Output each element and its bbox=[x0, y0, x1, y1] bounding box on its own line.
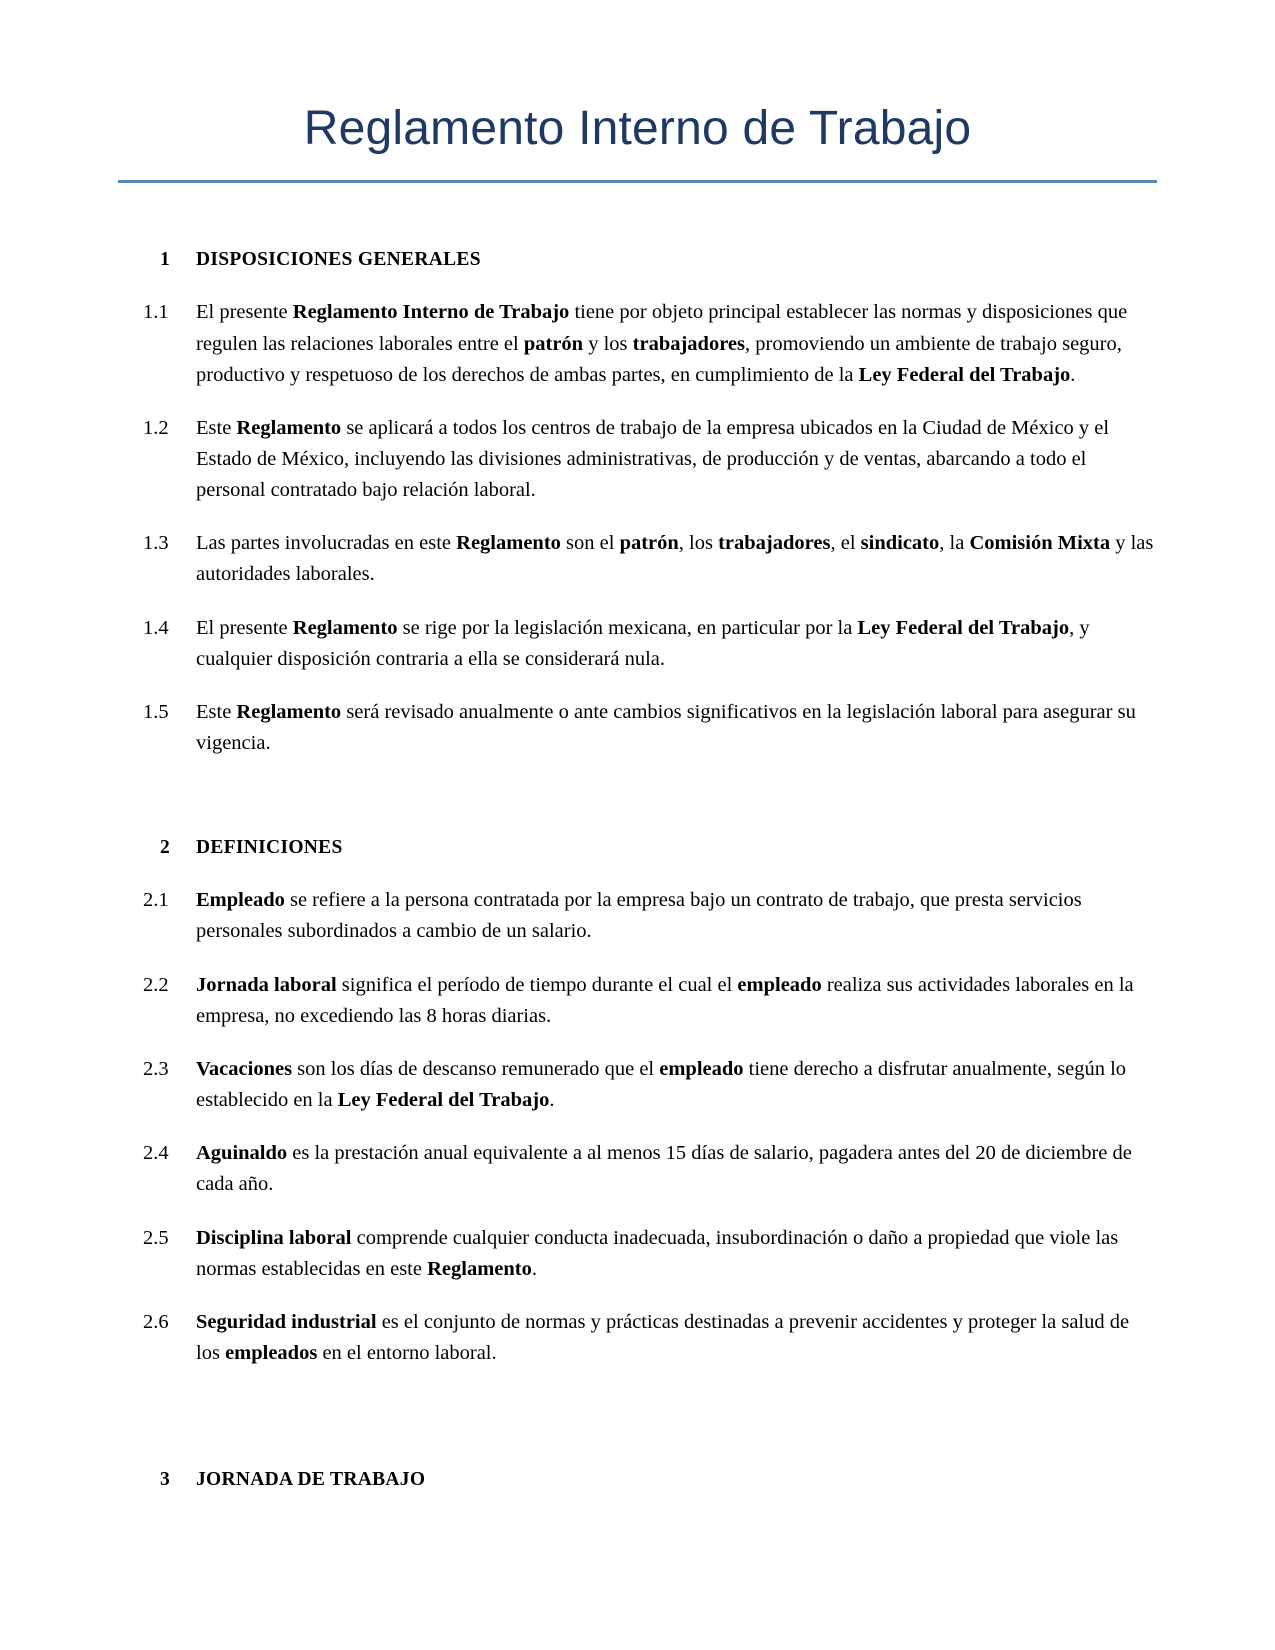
clause-number: 1.4 bbox=[143, 616, 169, 639]
text-run: , promoviendo un ambiente de trabajo seguro, productivo y respetuoso de los derechos de ambas partes, en cumplimiento de la bbox=[196, 332, 1122, 386]
clause-spacer bbox=[118, 1201, 1157, 1223]
emphasis-term: Reglamento bbox=[236, 416, 342, 439]
clause-spacer bbox=[118, 1032, 1157, 1054]
text-run: . bbox=[1070, 363, 1076, 386]
emphasis-term: Disciplina laboral bbox=[196, 1226, 352, 1249]
emphasis-term: patrón bbox=[523, 332, 584, 355]
clause-number: 1.2 bbox=[143, 416, 169, 439]
emphasis-term: Ley Federal del Trabajo bbox=[337, 1089, 550, 1112]
clause-number: 1.1 bbox=[143, 301, 169, 324]
clause-text bbox=[196, 613, 1157, 675]
emphasis-term: patrón bbox=[619, 532, 679, 555]
emphasis-term: Aguinaldo bbox=[196, 1142, 288, 1165]
section-spacer bbox=[118, 759, 1157, 837]
text-run: comprende cualquier conducta inadecuada, insubordinación o daño a propiedad que viole las normas establecidas en este bbox=[196, 1226, 1119, 1280]
section-heading bbox=[118, 837, 1157, 859]
clause-paragraph bbox=[118, 413, 1157, 506]
text-run: tiene derecho a disfrutar anualmente, según lo establecido en la bbox=[196, 1057, 1127, 1112]
text-run: , y cualquier disposición contraria a ella se considerará nula. bbox=[196, 616, 1090, 670]
text-run: Este bbox=[196, 416, 237, 439]
emphasis-term: sindicato bbox=[860, 532, 940, 555]
section-number: 1 bbox=[160, 249, 171, 271]
clause-spacer bbox=[118, 391, 1157, 413]
clause-text bbox=[196, 1138, 1157, 1200]
text-run: . bbox=[549, 1089, 555, 1112]
clause-paragraph bbox=[118, 1223, 1157, 1285]
clause-spacer bbox=[118, 506, 1157, 528]
section-heading bbox=[118, 1469, 1157, 1491]
document-body bbox=[0, 249, 1275, 1491]
emphasis-term: Seguridad industrial bbox=[196, 1310, 377, 1333]
section-heading bbox=[118, 249, 1157, 271]
emphasis-term: Empleado bbox=[196, 889, 285, 912]
emphasis-term: Reglamento bbox=[292, 616, 398, 639]
text-run: y las autoridades laborales. bbox=[196, 532, 1154, 586]
emphasis-term: Reglamento bbox=[427, 1257, 532, 1280]
clause-paragraph bbox=[118, 970, 1157, 1032]
text-run: en el entorno laboral. bbox=[317, 1341, 497, 1364]
emphasis-term: Reglamento Interno de Trabajo bbox=[292, 301, 570, 324]
text-run: tiene por objeto principal establecer las normas y disposiciones que regulen las relaciones laborales entre el bbox=[196, 301, 1128, 355]
title-block bbox=[0, 0, 1275, 183]
page-title: Reglamento Interno de Trabajo bbox=[303, 102, 972, 155]
section-label: DEFINICIONES bbox=[196, 837, 343, 859]
clause-text bbox=[196, 697, 1157, 759]
clause-spacer bbox=[118, 1285, 1157, 1307]
emphasis-term: Vacaciones bbox=[196, 1057, 293, 1080]
emphasis-term: Jornada laboral bbox=[196, 973, 337, 996]
clause-number: 2.6 bbox=[143, 1310, 169, 1333]
section-spacer bbox=[118, 1369, 1157, 1469]
clause-text bbox=[196, 297, 1157, 390]
clause-spacer bbox=[118, 675, 1157, 697]
section-number: 3 bbox=[160, 1469, 171, 1491]
clause-number: 1.3 bbox=[143, 532, 169, 555]
emphasis-term: Ley Federal del Trabajo bbox=[858, 363, 1071, 386]
text-run: significa el período de tiempo durante el cual el bbox=[336, 973, 738, 996]
clause-number: 2.3 bbox=[143, 1057, 169, 1080]
clause-number: 2.4 bbox=[143, 1142, 169, 1165]
section-label: JORNADA DE TRABAJO bbox=[196, 1469, 426, 1491]
clause-paragraph bbox=[118, 613, 1157, 675]
text-run: son los días de descanso remunerado que el bbox=[292, 1057, 660, 1080]
clause-paragraph bbox=[118, 1054, 1157, 1116]
text-run: , el bbox=[830, 532, 861, 555]
emphasis-term: empleado bbox=[737, 973, 822, 996]
section-label: DISPOSICIONES GENERALES bbox=[196, 249, 481, 271]
text-run: se aplicará a todos los centros de trabajo de la empresa ubicados en la Ciudad de México y el Estado de México, incluyendo las divisiones administrativas, de producción y de ventas, abarcando a todo el personal contratado bajo relación laboral. bbox=[196, 416, 1110, 502]
clause-paragraph bbox=[118, 697, 1157, 759]
clause-paragraph bbox=[118, 1138, 1157, 1200]
emphasis-term: trabajadores bbox=[632, 332, 746, 355]
text-run: es el conjunto de normas y prácticas destinadas a prevenir accidentes y proteger la salud de los bbox=[196, 1310, 1130, 1364]
emphasis-term: Ley Federal del Trabajo bbox=[857, 616, 1070, 639]
emphasis-term: Comisión Mixta bbox=[969, 532, 1111, 555]
text-run: será revisado anualmente o ante cambios significativos en la legislación laboral para asegurar su vigencia. bbox=[196, 700, 1136, 755]
title-divider bbox=[118, 180, 1157, 183]
text-run: son el bbox=[560, 532, 620, 555]
text-run: . bbox=[531, 1257, 537, 1280]
clause-spacer bbox=[118, 948, 1157, 970]
text-run: se rige por la legislación mexicana, en particular por la bbox=[397, 616, 858, 639]
clause-number: 2.1 bbox=[143, 889, 169, 912]
clause-text bbox=[196, 1223, 1157, 1285]
clause-spacer bbox=[118, 271, 1157, 297]
emphasis-term: trabajadores bbox=[718, 532, 831, 555]
clause-paragraph bbox=[118, 1307, 1157, 1369]
text-run: Las partes involucradas en este bbox=[196, 532, 457, 555]
clause-number: 2.5 bbox=[143, 1226, 169, 1249]
text-run: Este bbox=[196, 700, 237, 723]
clause-text bbox=[196, 528, 1157, 590]
text-run: realiza sus actividades laborales en la empresa, no excediendo las 8 horas diarias. bbox=[196, 973, 1134, 1027]
clause-text bbox=[196, 1307, 1157, 1369]
clause-paragraph bbox=[118, 297, 1157, 390]
emphasis-term: Reglamento bbox=[236, 700, 342, 723]
text-run: El presente bbox=[196, 616, 293, 639]
clause-spacer bbox=[118, 1116, 1157, 1138]
emphasis-term: empleados bbox=[225, 1341, 318, 1364]
text-run: El presente bbox=[196, 301, 293, 324]
clause-paragraph bbox=[118, 885, 1157, 947]
clause-number: 1.5 bbox=[143, 700, 169, 723]
clause-text bbox=[196, 413, 1157, 506]
clause-text bbox=[196, 1054, 1157, 1116]
clause-text bbox=[196, 970, 1157, 1032]
text-run: , los bbox=[678, 532, 719, 555]
emphasis-term: Reglamento bbox=[456, 532, 561, 555]
section-number: 2 bbox=[160, 837, 171, 859]
emphasis-term: empleado bbox=[659, 1057, 744, 1080]
text-run: es la prestación anual equivalente a al menos 15 días de salario, pagadera antes del 20 de diciembre de cada año. bbox=[196, 1142, 1132, 1196]
text-run: y los bbox=[583, 332, 633, 355]
clause-number: 2.2 bbox=[143, 973, 169, 996]
clause-paragraph bbox=[118, 528, 1157, 590]
clause-spacer bbox=[118, 591, 1157, 613]
clause-spacer bbox=[118, 859, 1157, 885]
text-run: , la bbox=[939, 532, 970, 555]
text-run: se refiere a la persona contratada por la empresa bajo un contrato de trabajo, que presta servicios personales subordinados a cambio de un salario. bbox=[196, 889, 1082, 943]
clause-text bbox=[196, 885, 1157, 947]
